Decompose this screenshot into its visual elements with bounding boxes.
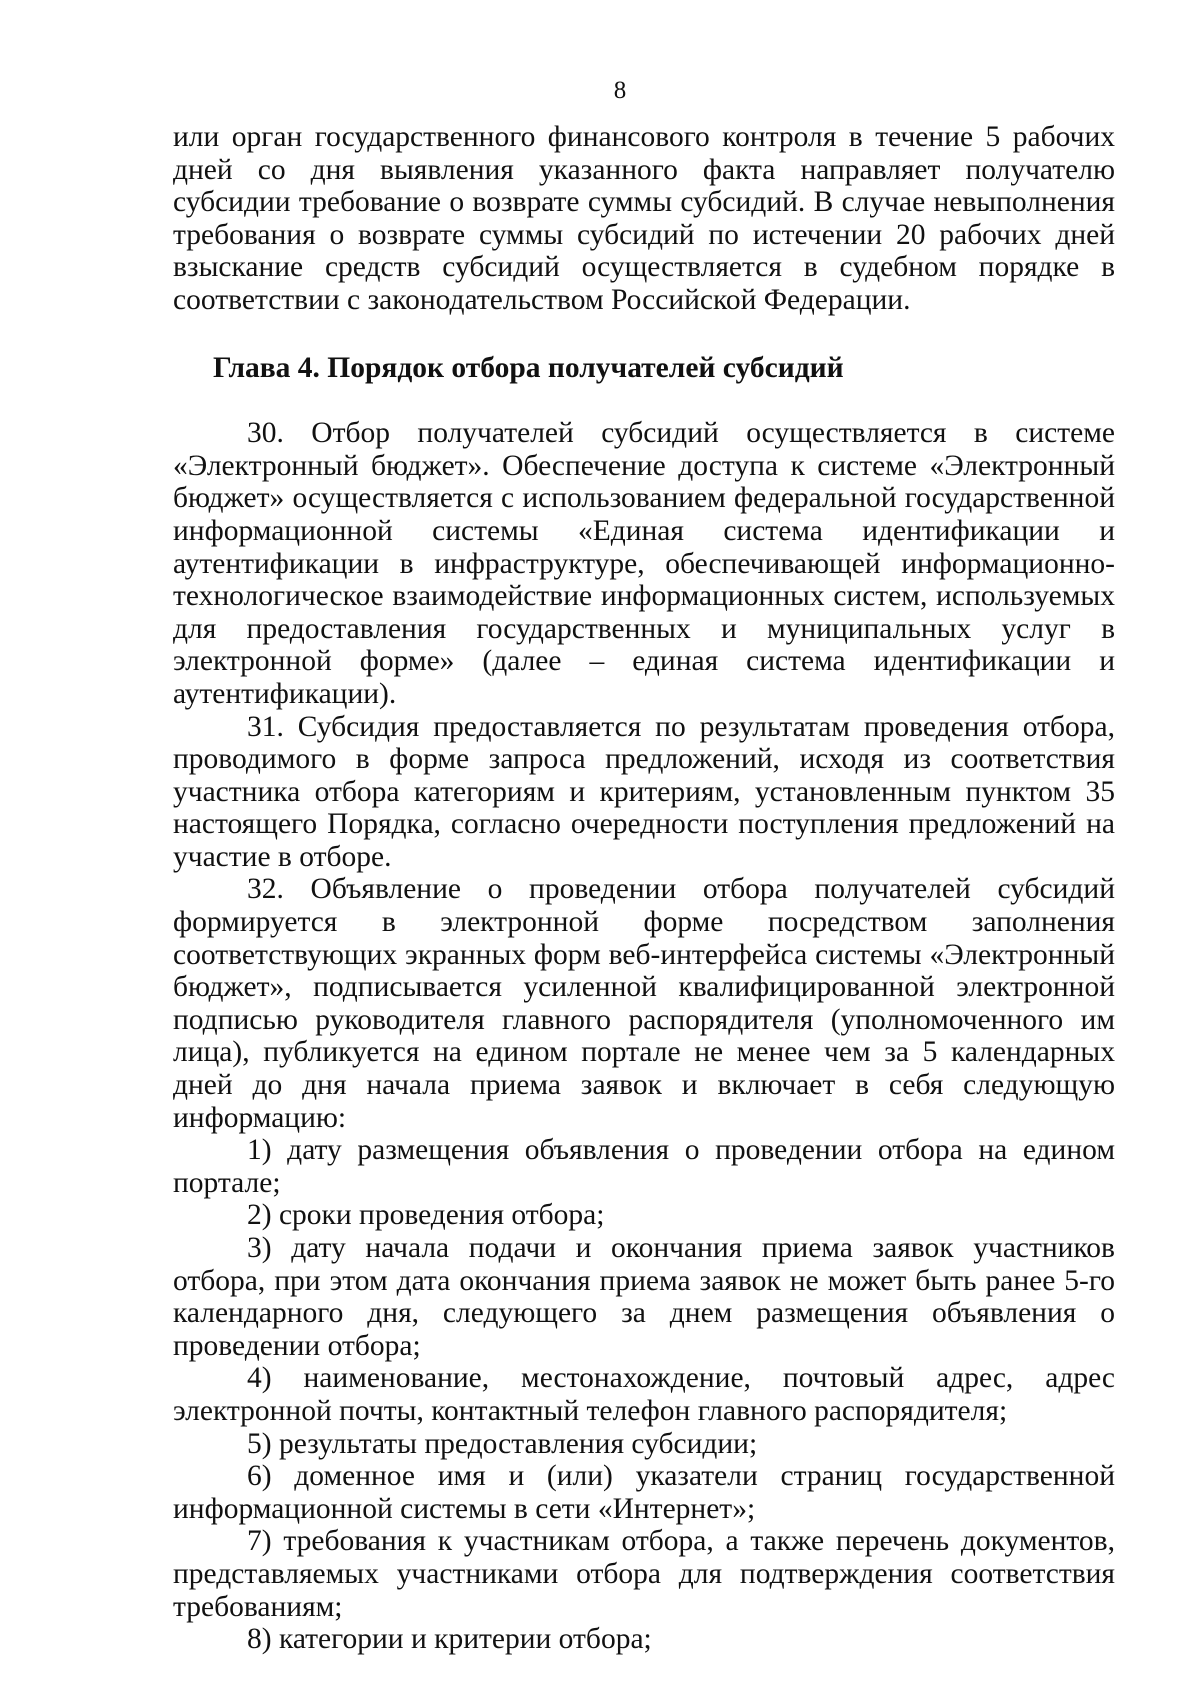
list-item-1: 1) дату размещения объявления о проведении отбора на едином портале; bbox=[173, 1134, 1115, 1199]
paragraph-30: 30. Отбор получателей субсидий осуществляется в системе «Электронный бюджет». Обеспечение доступа к системе «Электронный бюджет» осуществляется с использованием федеральной государственной информационной системы «Единая система идентификации и аутентификации в инфраструктуре, обеспечивающей информационно-технологическое взаимодействие информационных систем, используемых для предоставления государственных и муниципальных услуг в электронной форме» (далее – единая система идентификации и аутентификации). bbox=[173, 417, 1115, 710]
chapter-heading: Глава 4. Порядок отбора получателей субсидий bbox=[213, 351, 844, 384]
page-number: 8 bbox=[613, 77, 627, 104]
list-item-6: 6) доменное имя и (или) указатели страниц государственной информационной системы в сети «Интернет»; bbox=[173, 1460, 1115, 1525]
list-item-7: 7) требования к участникам отбора, а также перечень документов, представляемых участниками отбора для подтверждения соответствия требованиям; bbox=[173, 1525, 1115, 1623]
list-item-5: 5) результаты предоставления субсидии; bbox=[247, 1427, 758, 1460]
paragraph-32: 32. Объявление о проведении отбора получателей субсидий формируется в электронной форме посредством заполнения соответствующих экранных форм веб-интерфейса системы «Электронный бюджет», подписывается усиленной квалифицированной электронной подписью руководителя главного распорядителя (уполномоченного им лица), публикуется на едином портале не менее чем за 5 календарных дней до дня начала приема заявок и включает в себя следующую информацию: bbox=[173, 873, 1115, 1134]
list-item-8: 8) категории и критерии отбора; bbox=[247, 1623, 652, 1656]
list-item-2: 2) сроки проведения отбора; bbox=[247, 1199, 605, 1232]
intro-paragraph: или орган государственного финансового контроля в течение 5 рабочих дней со дня выявления указанного факта направляет получателю субсидии требование о возврате суммы субсидий. В случае невыполнения требования о возврате суммы субсидий по истечении 20 рабочих дней взыскание средств субсидий осуществляется в судебном порядке в соответствии с законодательством Российской Федерации. bbox=[173, 121, 1115, 316]
list-item-3: 3) дату начала подачи и окончания приема заявок участников отбора, при этом дата окончания приема заявок не может быть ранее 5-го календарного дня, следующего за днем размещения объявления о проведении отбора; bbox=[173, 1232, 1115, 1362]
list-item-4: 4) наименование, местонахождение, почтовый адрес, адрес электронной почты, контактный телефон главного распорядителя; bbox=[173, 1362, 1115, 1427]
document-body bbox=[173, 121, 1115, 1656]
paragraph-31: 31. Субсидия предоставляется по результатам проведения отбора, проводимого в форме запроса предложений, исходя из соответствия участника отбора категориям и критериям, установленным пунктом 35 настоящего Порядка, согласно очередности поступления предложений на участие в отборе. bbox=[173, 710, 1115, 873]
